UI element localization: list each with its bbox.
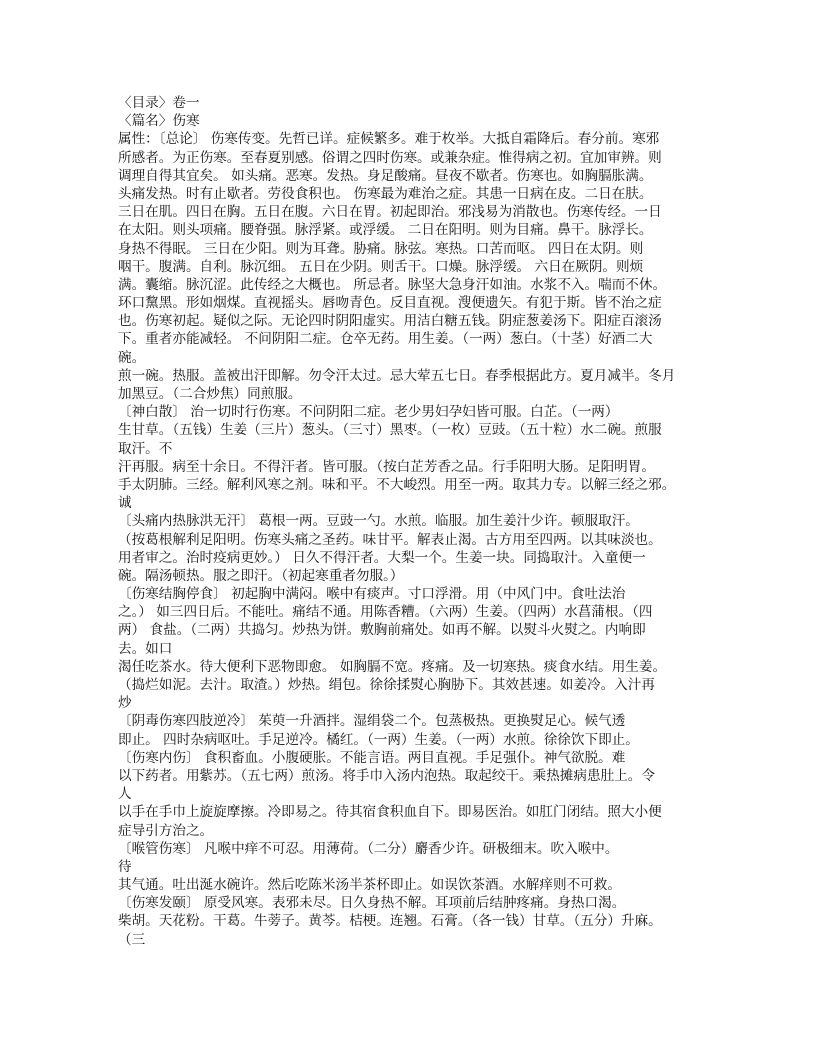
- text-line: 诚: [118, 495, 132, 512]
- text-line: 生甘草。（五钱）生姜（三片）葱头。（三寸）黑枣。（一枚）豆豉。（五十粒）水二碗。煎服: [118, 422, 662, 439]
- chapter-title: 〈篇名〉伤寒: [118, 113, 200, 130]
- text-line: 以下药者。用紫苏。（五七两）煎汤。将手巾入汤内泡热。取起绞干。乘热摊病患肚上。令: [118, 767, 655, 784]
- text-line: 以手在手巾上旋旋摩擦。冷即易之。待其宿食积血自下。即易医治。如肛门闭结。照大小便: [118, 804, 662, 821]
- text-line: 即止。 四时杂病呕吐。手足逆冷。橘红。（一两）生姜。（一两）水煎。徐徐饮下即止。: [118, 731, 639, 748]
- text-line: 身热不得眠。 三日在少阳。则为耳聋。胁痛。脉弦。寒热。口苦而呕。 四日在太阴。则: [118, 240, 644, 257]
- text-line: 两） 食盐。（二两）共捣匀。炒热为饼。敷胸前痛处。如再不解。以熨斗火熨之。内响即: [118, 622, 646, 639]
- text-line: 渴任吃茶水。待大便利下恶物即愈。 如胸膈不宽。疼痛。及一切寒热。痰食水结。用生姜。: [118, 658, 667, 675]
- text-line: 柴胡。天花粉。干葛。牛蒡子。黄芩。桔梗。连翘。石膏。（各一钱）甘草。（五分）升麻。: [118, 913, 662, 930]
- text-line: 炒: [118, 695, 132, 712]
- text-line: 人: [118, 786, 132, 803]
- text-line: 碗。: [118, 349, 146, 366]
- text-line: 〔喉管伤寒〕 凡喉中痒不可忍。用薄荷。（二分）麝香少许。研极细末。吹入喉中。: [118, 840, 619, 857]
- text-line: 环口黧黑。形如烟煤。直视摇头。唇吻青色。反目直视。溲便遗矢。有犯于斯。皆不治之症: [118, 295, 662, 312]
- text-line: 咽干。腹满。自利。脉沉细。 五日在少阴。则舌干。口燥。脉浮缓。 六日在厥阴。则烦: [118, 258, 644, 275]
- text-line: 属性：〔总论〕 伤寒传变。先哲已详。症候繁多。难于枚举。大抵自霜降后。春分前。寒邪: [118, 131, 660, 148]
- text-line: 汗再服。病至十余日。不得汗者。皆可服。（按白芷芳香之品。行手阳明大肠。足阳明胃。: [118, 458, 655, 475]
- text-line: 〔伤寒结胸停食〕 初起胸中满闷。喉中有痰声。寸口浮滑。用（中风门中。食吐法治: [118, 586, 626, 603]
- text-line: 三日在肌。四日在胸。五日在腹。六日在胃。初起即治。邪浅易为消散也。伤寒传经。一日: [118, 204, 662, 221]
- text-line: 也。伤寒初起。疑似之际。无论四时阴阳虚实。用洁白糖五钱。阴症葱姜汤下。阳症百滚汤: [118, 313, 662, 330]
- text-line: 调理自得其宜矣。 如头痛。恶寒。发热。身足酸痛。昼夜不歇者。伤寒也。如胸膈胀满。: [118, 167, 653, 184]
- text-line: （按葛根解利足阳明。伤寒头痛之圣药。味甘平。解表止渴。古方用至四两。以其味淡也。: [118, 531, 662, 548]
- text-line: 〔阴毒伤寒四肢逆冷〕 茱萸一升酒拌。湿绢袋二个。包蒸极热。更换熨足心。候气透: [118, 713, 626, 730]
- text-line: （三: [118, 931, 146, 948]
- text-line: 头痛发热。时有止歇者。劳役食积也。 伤寒最为难治之症。其患一日病在皮。二日在肤。: [118, 185, 653, 202]
- text-line: 满。囊缩。脉沉涩。此传经之大概也。 所忌者。脉坚大急身汗如油。水浆不入。喘而不休。: [118, 276, 667, 293]
- text-line: 碗。隔汤顿热。服之即汗。（初起寒重者勿服。）: [118, 567, 404, 584]
- text-line: 〔伤寒发颐〕 原受风寒。表邪未尽。日久身热不解。耳项前后结肿疼痛。身热口渴。: [118, 895, 626, 912]
- text-line: 去。如口: [118, 640, 173, 657]
- text-line: 其气通。吐出涎水碗许。然后吃陈米汤半茶杯即止。如误饮茶酒。水解痒则不可救。: [118, 877, 621, 894]
- catalog-heading: 〈目录〉卷一: [118, 95, 200, 111]
- text-line: 加黑豆。（二合炒焦）同煎服。: [118, 386, 302, 402]
- text-line: 用者审之。治时疫病更妙。） 日久不得汗者。大梨一个。生姜一块。同捣取汁。入童便一: [118, 549, 646, 566]
- text-line: 待: [118, 858, 132, 875]
- text-line: （捣烂如泥。去汁。取渣。）炒热。绢包。徐徐揉熨心胸胁下。其效甚速。如姜冷。入汁再: [118, 677, 655, 693]
- text-line: 在太阳。则头项痛。腰脊强。脉浮紧。或浮缓。 二日在阳明。则为目痛。鼻干。脉浮长。: [118, 222, 653, 239]
- text-line: 手太阴肺。三经。解利风寒之剂。味和平。不大峻烈。用至一两。取其力专。以解三经之邪。: [118, 476, 676, 493]
- text-line: 之。） 如三四日后。不能吐。痛结不通。用陈香糟。（六两）生姜。（四两）水菖蒲根。（四: [118, 604, 653, 621]
- text-line: 下。重者亦能减轻。 不问阴阳二症。仓卒无药。用生姜。（一两）葱白。（十茎）好酒二大: [118, 331, 653, 348]
- text-line: 症导引方治之。: [118, 822, 214, 839]
- text-line: 所感者。为正伤寒。至春夏别感。俗谓之四时伤寒。或兼杂症。惟得病之初。宜加审辨。则: [118, 149, 662, 166]
- text-line: 〔头痛内热脉洪无汗〕 葛根一两。豆豉一勺。水煎。临服。加生姜汁少许。顿服取汗。: [118, 513, 639, 530]
- text-line: 〔神白散〕 治一切时行伤寒。不问阴阳二症。老少男妇孕妇皆可服。白芷。（一两）: [118, 404, 619, 421]
- text-line: 煎一碗。热服。盖被出汗即解。勿令汗太过。忌大荤五七日。春季根据此方。夏月减半。冬月: [118, 367, 676, 384]
- document-page: [118, 94, 718, 949]
- text-line: 〔伤寒内伤〕 食积畜血。小腹硬胀。不能言语。两目直视。手足强仆。神气欲脱。难: [118, 749, 626, 766]
- text-line: 取汗。不: [118, 440, 173, 457]
